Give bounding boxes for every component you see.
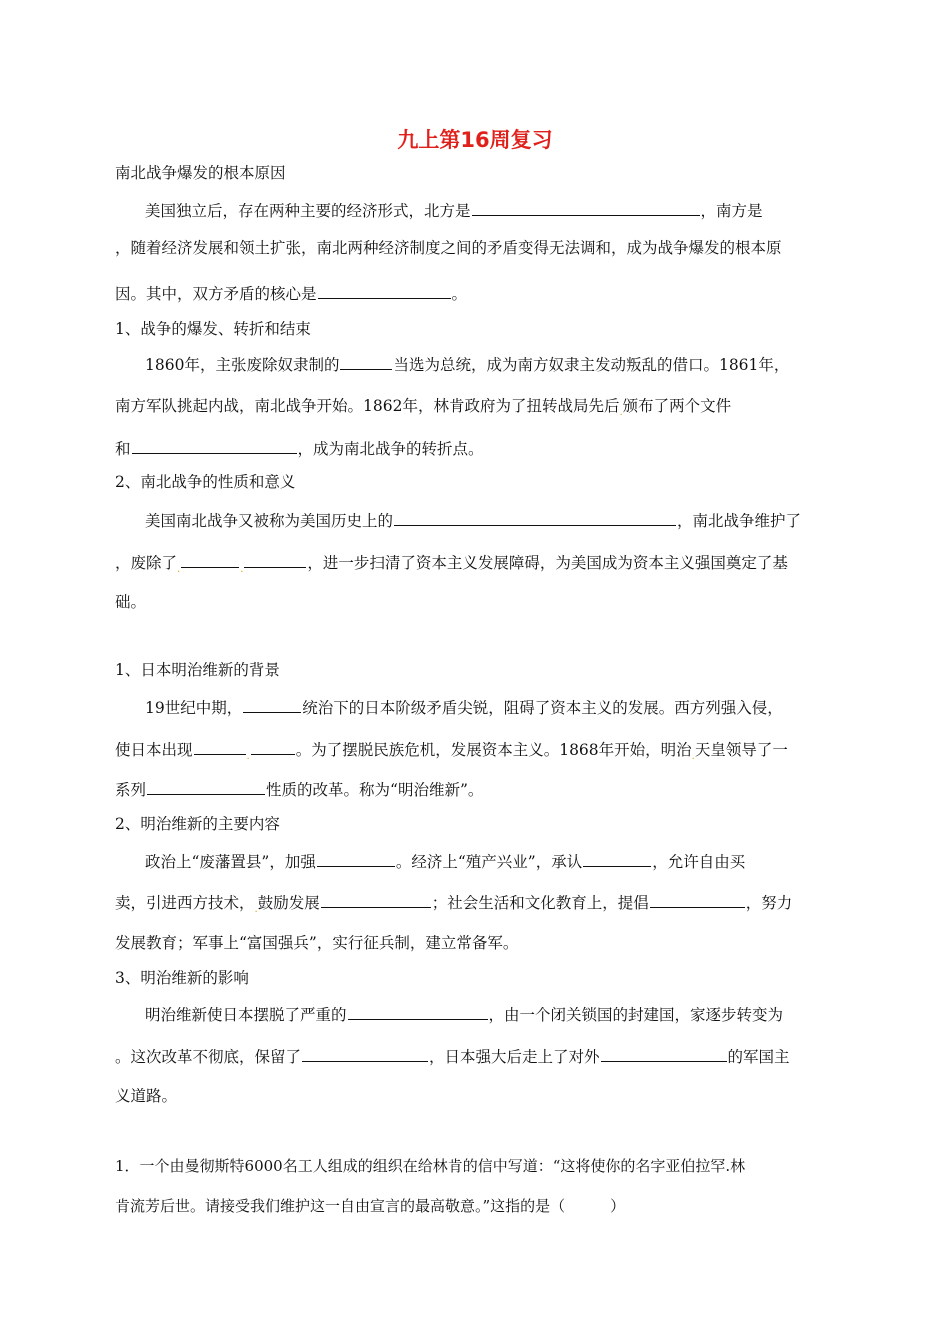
text-segment: 鼓励发展: [257, 894, 320, 912]
paragraph-line: [115, 283, 840, 304]
fill-blank: [243, 697, 301, 713]
annotation-dot-icon: .: [691, 751, 695, 763]
fill-blank: [394, 510, 676, 526]
paragraph-line: 义道路。: [115, 1087, 178, 1105]
annotation-dot-icon: .: [619, 407, 623, 419]
paragraph-line: [145, 1004, 840, 1025]
paragraph-line: [145, 354, 840, 375]
question-1-line: 1．一个由曼彻斯特6000名工人组成的组织在给林肯的信中写道：“这将使你的名字亚伯拉罕.林: [115, 1157, 746, 1175]
annotation-dot-icon: .: [246, 751, 250, 763]
text-segment: ，废除了: [115, 554, 178, 572]
text-segment: 。这次改革不彻底，保留了: [115, 1048, 302, 1066]
text-segment: 。经济上“殖产兴业”，承认: [395, 853, 583, 871]
text-segment: ，进一步扫清了资本主义发展障碍，为美国成为资本主义强国奠定了基: [307, 554, 788, 572]
text-segment: ，成为南北战争的转折点。: [297, 440, 484, 458]
text-segment: ；社会生活和文化教育上，提倡: [431, 894, 649, 912]
paragraph-line: [115, 739, 840, 767]
text-segment: 19世纪中期，: [145, 699, 243, 717]
fill-blank: [321, 892, 431, 908]
text-segment: ，南方是: [700, 202, 763, 220]
text-segment: 系列: [115, 781, 147, 799]
text-segment: 南方军队挑起内战，南北战争开始。1862年，林肯政府为了扭转战局先后: [115, 397, 620, 415]
paragraph-line: 础。: [115, 593, 147, 611]
fill-blank: [583, 851, 651, 867]
text-segment: 美国独立后，存在两种主要的经济形式，北方是: [145, 202, 471, 220]
fill-blank: [244, 552, 306, 568]
question-1-line: 肯流芳后世。请接受我们维护这一自由宣言的最高敬意。”这指的是（ ）: [115, 1197, 626, 1215]
annotation-dot-icon: .: [254, 904, 258, 916]
paragraph-line: [115, 779, 840, 800]
text-segment: 卖，引进西方技术，: [115, 894, 255, 912]
paragraph-line: [145, 697, 840, 718]
fill-blank: [340, 354, 392, 370]
section-heading-civil-war-nature: 2、南北战争的性质和意义: [115, 473, 296, 491]
fill-blank: [318, 283, 451, 299]
annotation-dot-icon: .: [177, 564, 181, 576]
annotation-dot-icon: .: [240, 564, 244, 576]
fill-blank: [317, 851, 395, 867]
text-segment: 当选为总统，成为南方奴隶主发动叛乱的借口。1861年，: [393, 356, 790, 374]
page-title: 九上第16周复习: [397, 128, 553, 152]
paragraph-line: [145, 851, 840, 872]
paragraph-line: [115, 438, 840, 459]
text-segment: 的军国主: [727, 1048, 790, 1066]
text-segment: 性质的改革。称为“明治维新”。: [266, 781, 484, 799]
section-heading-meiji-impact: 3、明治维新的影响: [115, 969, 249, 987]
fill-blank: [147, 779, 265, 795]
paragraph-line: [115, 892, 840, 920]
text-segment: 。: [451, 285, 468, 303]
text-segment: 统治下的日本阶级矛盾尖锐，阻碍了资本主义的发展。西方列强入侵，: [302, 699, 783, 717]
paragraph-line: [145, 510, 840, 531]
paragraph-line: [145, 200, 840, 221]
text-segment: 和: [115, 440, 131, 458]
paragraph-line: 发展教育；军事上“富国强兵”，实行征兵制，建立常备军。: [115, 934, 519, 952]
paragraph-line: [115, 552, 840, 580]
fill-blank: [302, 1046, 428, 1062]
text-segment: ，努力: [745, 894, 793, 912]
section-heading-civil-war-course: 1、战争的爆发、转折和结束: [115, 320, 311, 338]
section-heading-meiji-content: 2、明治维新的主要内容: [115, 815, 280, 833]
fill-blank: [348, 1004, 488, 1020]
text-segment: 1860年，主张废除奴隶制的: [145, 356, 340, 374]
text-segment: 使日本出现: [115, 741, 193, 759]
fill-blank: [251, 739, 295, 755]
text-segment: ，日本强大后走上了对外: [429, 1048, 600, 1066]
text-segment: ，南北战争维护了: [677, 512, 802, 530]
paragraph-line: [115, 396, 840, 423]
text-segment: 政治上“废藩置县”，加强: [145, 853, 316, 871]
text-segment: 颁布了两个文件: [622, 397, 732, 415]
fill-blank: [650, 892, 745, 908]
fill-blank: [181, 552, 239, 568]
text-segment: ，允许自由买: [652, 853, 746, 871]
text-segment: 明治维新使日本摆脱了严重的: [145, 1006, 347, 1024]
paragraph-line: [115, 1046, 840, 1067]
text-segment: 美国南北战争又被称为美国历史上的: [145, 512, 394, 530]
text-segment: 天皇领导了一: [694, 741, 788, 759]
section-heading-civil-war-cause: 南北战争爆发的根本原因: [115, 164, 286, 182]
fill-blank: [472, 200, 700, 216]
text-segment: 。为了摆脱民族危机，发展资本主义。1868年开始，明治: [295, 741, 692, 759]
text-segment: ，由一个闭关锁国的封建国，家逐步转变为: [488, 1006, 784, 1024]
paragraph-line: ，随着经济发展和领土扩张，南北两种经济制度之间的矛盾变得无法调和，成为战争爆发的根本原: [115, 239, 782, 257]
fill-blank: [132, 438, 297, 454]
text-segment: 因。其中，双方矛盾的核心是: [115, 285, 317, 303]
fill-blank: [601, 1046, 727, 1062]
section-heading-meiji-background: 1、日本明治维新的背景: [115, 661, 280, 679]
fill-blank: [194, 739, 246, 755]
